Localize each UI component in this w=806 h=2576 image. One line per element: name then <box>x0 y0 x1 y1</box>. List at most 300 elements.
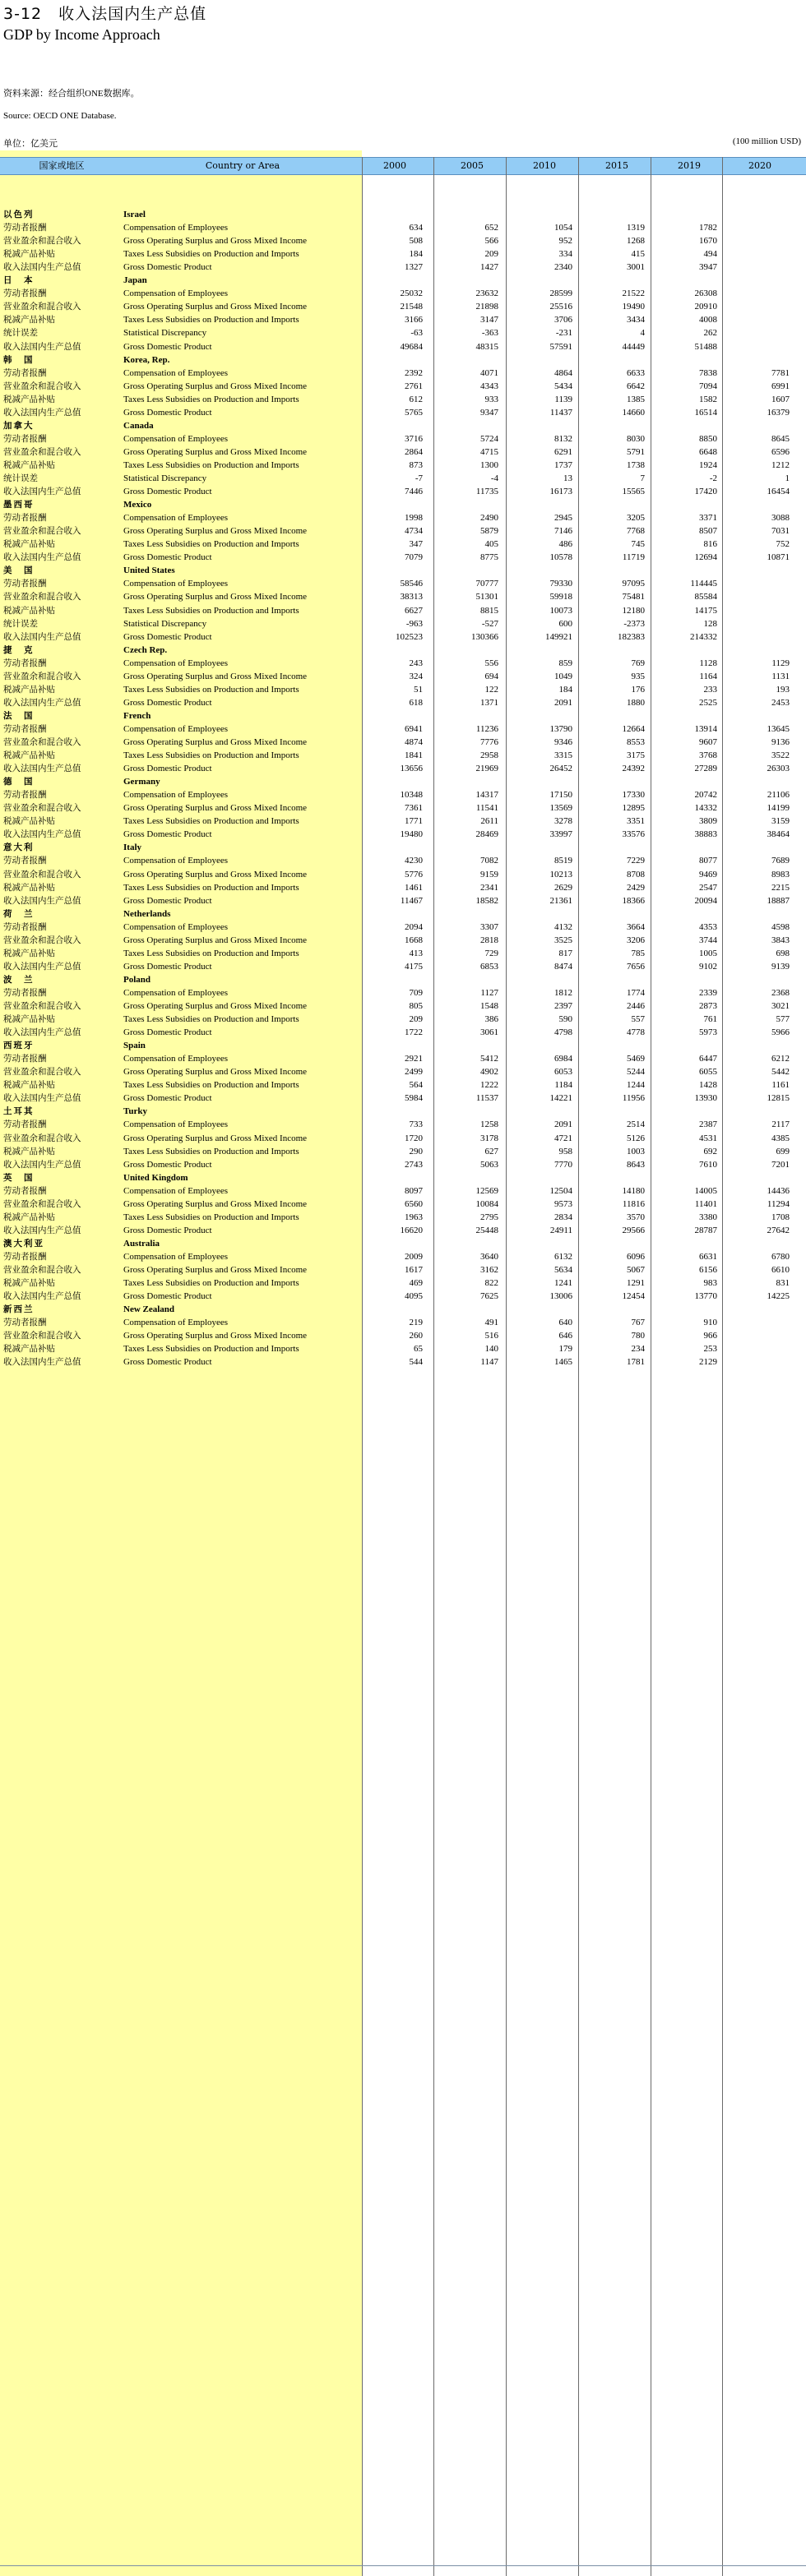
value-2015: 182383 <box>618 631 645 642</box>
value-2000: 4095 <box>405 1291 423 1302</box>
table-row <box>0 1184 806 1198</box>
row-label-en: Gross Operating Surplus and Gross Mixed Income <box>123 869 308 879</box>
value-2005: 2818 <box>480 935 498 945</box>
country-name-zh: 美 国 <box>3 566 35 576</box>
value-2000: 19480 <box>400 829 423 840</box>
value-2010: 2091 <box>554 1119 572 1130</box>
row-label-zh: 税减产品补贴 <box>3 750 55 761</box>
value-2020: 4385 <box>771 1133 790 1143</box>
value-2000: 347 <box>409 539 423 550</box>
row-label-zh: 劳动者报酬 <box>3 1119 47 1130</box>
row-label-zh: 收入法国内生产总值 <box>3 961 81 972</box>
table-row <box>0 657 806 670</box>
value-2015: 7 <box>640 473 645 483</box>
row-label-zh: 税减产品补贴 <box>3 605 55 616</box>
value-2000: 2921 <box>405 1054 423 1064</box>
value-2000: 1461 <box>405 882 423 893</box>
value-2015: 11816 <box>622 1198 645 1209</box>
country-name-zh: 日 本 <box>3 275 35 286</box>
value-2010: 486 <box>558 539 572 550</box>
value-2019: 6631 <box>699 1251 717 1262</box>
table-row <box>0 1078 806 1092</box>
value-2015: 1738 <box>627 459 645 470</box>
table-row <box>0 234 806 247</box>
value-2010: 9573 <box>554 1198 572 1209</box>
value-2010: 13006 <box>549 1291 572 1302</box>
value-2020: 13645 <box>767 723 790 734</box>
value-2010: 8519 <box>554 856 572 866</box>
country-heading-row <box>0 775 806 788</box>
value-2019: 8850 <box>699 433 717 444</box>
header-region-en: Country or Area <box>205 160 280 171</box>
value-2005: 8815 <box>480 605 498 616</box>
value-2010: 59918 <box>549 592 572 602</box>
country-heading-row <box>0 498 806 511</box>
row-label-en: Taxes Less Subsidies on Production and Imports <box>123 249 299 260</box>
country-name-en: New Zealand <box>123 1304 175 1315</box>
value-2015: 176 <box>631 684 645 695</box>
value-2020: 6596 <box>771 446 790 457</box>
value-2000: 290 <box>409 1146 423 1156</box>
row-label-en: Gross Operating Surplus and Gross Mixed Income <box>123 302 308 312</box>
table-row <box>0 1316 806 1329</box>
value-2005: 3640 <box>480 1251 498 1262</box>
table-row <box>0 801 806 815</box>
country-name-zh: 墨西哥 <box>3 500 35 510</box>
value-2010: 4132 <box>554 921 572 932</box>
table-row <box>0 617 806 630</box>
row-label-en: Taxes Less Subsidies on Production and Imports <box>123 684 299 695</box>
value-2010: 952 <box>558 236 572 247</box>
value-2000: 4734 <box>405 526 423 537</box>
table-row <box>0 683 806 696</box>
value-2015: 44449 <box>622 341 645 352</box>
value-2015: 7656 <box>627 961 645 972</box>
row-label-en: Compensation of Employees <box>123 579 229 589</box>
value-2015: 1291 <box>627 1278 645 1289</box>
value-2020: 6610 <box>771 1265 790 1275</box>
value-2020: 7201 <box>771 1159 790 1170</box>
value-2020: 3522 <box>771 750 790 761</box>
value-2020: 6212 <box>771 1054 790 1064</box>
value-2000: 7361 <box>405 803 423 814</box>
value-2005: 11537 <box>475 1093 498 1104</box>
table-row <box>0 1026 806 1039</box>
value-2019: 262 <box>703 328 717 339</box>
value-2015: 3205 <box>627 513 645 524</box>
header-year-2005: 2005 <box>461 160 484 171</box>
row-label-en: Gross Domestic Product <box>123 341 212 352</box>
table-row <box>0 551 806 564</box>
value-2019: 2129 <box>699 1357 717 1368</box>
value-2015: 4778 <box>627 1027 645 1038</box>
value-2019: 26308 <box>694 289 717 299</box>
row-label-en: Gross Operating Surplus and Gross Mixed Income <box>123 526 308 537</box>
value-2010: 26452 <box>549 764 572 774</box>
table-row <box>0 921 806 934</box>
row-label-en: Taxes Less Subsidies on Production and Imports <box>123 816 299 827</box>
table-row <box>0 749 806 762</box>
row-label-zh: 劳动者报酬 <box>3 790 47 801</box>
row-label-zh: 收入法国内生产总值 <box>3 1225 81 1235</box>
value-2020: 10871 <box>767 552 790 563</box>
row-label-zh: 收入法国内生产总值 <box>3 631 81 642</box>
table-row <box>0 445 806 459</box>
country-name-en: Mexico <box>123 500 152 510</box>
value-2015: 29566 <box>622 1225 645 1235</box>
value-2000: 544 <box>409 1357 423 1368</box>
value-2019: 4008 <box>699 315 717 325</box>
row-label-zh: 营业盈余和混合收入 <box>3 592 81 602</box>
country-heading-row <box>0 973 806 986</box>
value-2019: 6447 <box>699 1054 717 1064</box>
value-2019: 11401 <box>694 1198 717 1209</box>
country-name-en: Canada <box>123 420 154 431</box>
table-bottom-rule <box>0 2565 806 2566</box>
value-2005: 3307 <box>480 921 498 932</box>
value-2015: 8708 <box>627 869 645 879</box>
value-2015: 769 <box>631 658 645 668</box>
row-label-zh: 劳动者报酬 <box>3 921 47 932</box>
value-2000: 3716 <box>405 433 423 444</box>
value-2019: 20742 <box>694 790 717 801</box>
value-2020: 1131 <box>771 671 790 681</box>
row-label-en: Taxes Less Subsidies on Production and Imports <box>123 750 299 761</box>
value-2005: 11236 <box>475 723 498 734</box>
country-name-zh: 捷 克 <box>3 644 35 655</box>
value-2020: 21106 <box>767 790 790 801</box>
value-2020: 16454 <box>767 487 790 497</box>
value-2019: 38883 <box>694 829 717 840</box>
value-2000: 564 <box>409 1080 423 1091</box>
row-label-zh: 营业盈余和混合收入 <box>3 1331 81 1341</box>
value-2015: 2429 <box>627 882 645 893</box>
value-2020: 1708 <box>771 1212 790 1222</box>
value-2010: 149921 <box>545 631 572 642</box>
table-row <box>0 590 806 603</box>
value-2005: 933 <box>484 394 498 404</box>
table-row <box>0 300 806 313</box>
country-heading-row <box>0 907 806 921</box>
value-2019: 4531 <box>699 1133 717 1143</box>
value-2000: -63 <box>410 328 423 339</box>
unit-label-zh: 单位：亿美元 <box>3 139 58 149</box>
row-label-zh: 营业盈余和混合收入 <box>3 1067 81 1078</box>
row-label-zh: 劳动者报酬 <box>3 289 47 299</box>
table-row <box>0 406 806 419</box>
value-2000: 1327 <box>405 262 423 273</box>
row-label-zh: 劳动者报酬 <box>3 579 47 589</box>
table-row <box>0 380 806 393</box>
value-2005: 4902 <box>480 1067 498 1078</box>
row-label-zh: 营业盈余和混合收入 <box>3 671 81 681</box>
value-2015: 7229 <box>627 856 645 866</box>
value-2010: 11437 <box>549 407 572 418</box>
value-2000: 102523 <box>396 631 423 642</box>
row-label-en: Compensation of Employees <box>123 1318 229 1328</box>
value-2015: 8030 <box>627 433 645 444</box>
value-2005: 5879 <box>480 526 498 537</box>
country-name-zh: 波 兰 <box>3 974 35 985</box>
value-2015: 415 <box>631 249 645 260</box>
value-2000: 1668 <box>405 935 423 945</box>
country-heading-row <box>0 709 806 722</box>
value-2019: 3947 <box>699 262 717 273</box>
value-2010: 10578 <box>549 552 572 563</box>
value-2005: 7776 <box>480 737 498 747</box>
value-2010: 600 <box>558 618 572 629</box>
value-2020: 7781 <box>771 367 790 378</box>
value-2005: -363 <box>481 328 498 339</box>
row-label-zh: 劳动者报酬 <box>3 223 47 233</box>
value-2019: 8507 <box>699 526 717 537</box>
value-2005: 7082 <box>480 856 498 866</box>
value-2000: 1963 <box>405 1212 423 1222</box>
value-2000: 709 <box>409 987 423 998</box>
value-2015: 745 <box>631 539 645 550</box>
value-2019: 16514 <box>694 407 717 418</box>
value-2005: 21898 <box>475 302 498 312</box>
table-row <box>0 947 806 960</box>
value-2000: 6560 <box>405 1198 423 1209</box>
country-name-zh: 德 国 <box>3 777 35 787</box>
value-2005: 1147 <box>480 1357 498 1368</box>
value-2000: 2009 <box>405 1251 423 1262</box>
value-2005: 405 <box>484 539 498 550</box>
value-2019: 3380 <box>699 1212 717 1222</box>
row-label-zh: 收入法国内生产总值 <box>3 697 81 708</box>
row-label-en: Statistical Discrepancy <box>123 618 207 629</box>
value-2000: 805 <box>409 1001 423 1011</box>
value-2015: 767 <box>631 1318 645 1328</box>
value-2010: 9346 <box>554 737 572 747</box>
value-2000: 2499 <box>405 1067 423 1078</box>
value-2019: 983 <box>703 1278 717 1289</box>
row-label-zh: 税减产品补贴 <box>3 948 55 958</box>
value-2020: 3021 <box>771 1001 790 1011</box>
value-2010: 14221 <box>549 1093 572 1104</box>
value-2000: 10348 <box>400 790 423 801</box>
value-2019: 2387 <box>699 1119 717 1130</box>
row-label-en: Compensation of Employees <box>123 513 229 524</box>
value-2000: 6627 <box>405 605 423 616</box>
value-2020: 699 <box>776 1146 790 1156</box>
value-2005: 9159 <box>480 869 498 879</box>
value-2000: -7 <box>415 473 423 483</box>
table-row <box>0 854 806 867</box>
value-2015: 5469 <box>627 1054 645 1064</box>
value-2000: 1720 <box>405 1133 423 1143</box>
value-2005: 3178 <box>480 1133 498 1143</box>
value-2019: 6055 <box>699 1067 717 1078</box>
table-row <box>0 221 806 234</box>
row-label-en: Compensation of Employees <box>123 433 229 444</box>
value-2005: 4715 <box>480 446 498 457</box>
value-2010: 334 <box>558 249 572 260</box>
value-2010: 28599 <box>549 289 572 299</box>
country-name-en: Korea, Rep. <box>123 354 170 365</box>
row-label-zh: 收入法国内生产总值 <box>3 1093 81 1104</box>
value-2000: 469 <box>409 1278 423 1289</box>
row-label-zh: 劳动者报酬 <box>3 987 47 998</box>
value-2015: 1781 <box>627 1357 645 1368</box>
table-row <box>0 1158 806 1171</box>
row-label-zh: 营业盈余和混合收入 <box>3 803 81 814</box>
value-2019: 1782 <box>699 223 717 233</box>
row-label-zh: 税减产品补贴 <box>3 315 55 325</box>
row-label-en: Taxes Less Subsidies on Production and Imports <box>123 1080 299 1091</box>
value-2020: 577 <box>776 1014 790 1025</box>
header-year-2015: 2015 <box>605 160 628 171</box>
row-label-zh: 劳动者报酬 <box>3 723 47 734</box>
row-label-zh: 劳动者报酬 <box>3 513 47 524</box>
value-2019: 6648 <box>699 446 717 457</box>
table-title-en: GDP by Income Approach <box>3 26 160 43</box>
row-label-en: Compensation of Employees <box>123 723 229 734</box>
value-2019: 27289 <box>694 764 717 774</box>
value-2005: 140 <box>484 1344 498 1355</box>
value-2005: 1300 <box>480 459 498 470</box>
value-2020: 1 <box>785 473 790 483</box>
value-2019: 2525 <box>699 697 717 708</box>
value-2019: 114445 <box>690 579 717 589</box>
value-2005: 566 <box>484 236 498 247</box>
row-label-zh: 收入法国内生产总值 <box>3 552 81 563</box>
value-2010: 4864 <box>554 367 572 378</box>
table-number-title: 3-12 收入法国内生产总值 <box>3 5 207 23</box>
table-row <box>0 815 806 828</box>
value-2010: 3706 <box>554 315 572 325</box>
row-label-en: Gross Domestic Product <box>123 1357 212 1368</box>
row-label-en: Taxes Less Subsidies on Production and Imports <box>123 605 299 616</box>
value-2020: 6780 <box>771 1251 790 1262</box>
value-2019: 9607 <box>699 737 717 747</box>
value-2010: 12504 <box>549 1185 572 1196</box>
value-2000: 5984 <box>405 1093 423 1104</box>
value-2000: 13656 <box>400 764 423 774</box>
value-2015: 3175 <box>627 750 645 761</box>
row-label-zh: 营业盈余和混合收入 <box>3 236 81 247</box>
value-2005: 556 <box>484 658 498 668</box>
row-label-en: Gross Operating Surplus and Gross Mixed Income <box>123 803 308 814</box>
value-2020: 3843 <box>771 935 790 945</box>
value-2005: 14317 <box>475 790 498 801</box>
table-row <box>0 1198 806 1211</box>
value-2010: 6053 <box>554 1067 572 1078</box>
row-label-zh: 营业盈余和混合收入 <box>3 1265 81 1275</box>
value-2015: 1319 <box>627 223 645 233</box>
value-2019: 85584 <box>694 592 717 602</box>
country-heading-row <box>0 1105 806 1118</box>
country-heading-row <box>0 208 806 221</box>
row-label-en: Taxes Less Subsidies on Production and Imports <box>123 539 299 550</box>
value-2005: 18582 <box>475 895 498 906</box>
value-2005: 130366 <box>471 631 498 642</box>
value-2019: 7610 <box>699 1159 717 1170</box>
value-2005: 5724 <box>480 433 498 444</box>
table-row <box>0 1092 806 1105</box>
value-2005: 491 <box>484 1318 498 1328</box>
value-2000: 873 <box>409 459 423 470</box>
header-year-2019: 2019 <box>678 160 701 171</box>
value-2020: 4598 <box>771 921 790 932</box>
value-2020: 2215 <box>771 882 790 893</box>
value-2000: 49684 <box>400 341 423 352</box>
value-2005: 2611 <box>480 816 498 827</box>
table-row <box>0 934 806 947</box>
value-2005: 2341 <box>480 882 498 893</box>
row-label-zh: 税减产品补贴 <box>3 394 55 404</box>
row-label-zh: 营业盈余和混合收入 <box>3 1133 81 1143</box>
row-label-en: Gross Domestic Product <box>123 829 212 840</box>
table-row <box>0 459 806 472</box>
country-heading-row <box>0 274 806 287</box>
country-name-en: Germany <box>123 777 160 787</box>
row-label-en: Taxes Less Subsidies on Production and Imports <box>123 394 299 404</box>
value-2015: 15565 <box>622 487 645 497</box>
value-2000: 612 <box>409 394 423 404</box>
value-2010: 57591 <box>549 341 572 352</box>
value-2005: 1127 <box>480 987 498 998</box>
row-label-zh: 收入法国内生产总值 <box>3 1291 81 1302</box>
value-2010: 7770 <box>554 1159 572 1170</box>
value-2019: 7094 <box>699 381 717 391</box>
value-2020: 3159 <box>771 816 790 827</box>
row-label-en: Statistical Discrepancy <box>123 473 207 483</box>
unit-label-en: (100 million USD) <box>732 136 801 146</box>
row-label-zh: 收入法国内生产总值 <box>3 262 81 273</box>
value-2020: 8983 <box>771 869 790 879</box>
table-row <box>0 524 806 538</box>
value-2010: 817 <box>558 948 572 958</box>
value-2010: 1465 <box>554 1357 572 1368</box>
table-row <box>0 696 806 709</box>
row-label-zh: 收入法国内生产总值 <box>3 764 81 774</box>
value-2010: 184 <box>558 684 572 695</box>
table-row <box>0 538 806 551</box>
value-2000: 6941 <box>405 723 423 734</box>
value-2005: 627 <box>484 1146 498 1156</box>
value-2015: 1385 <box>627 394 645 404</box>
country-name-zh: 韩 国 <box>3 354 35 365</box>
value-2010: 1241 <box>554 1278 572 1289</box>
value-2015: 19490 <box>622 302 645 312</box>
value-2019: 51488 <box>694 341 717 352</box>
value-2019: 233 <box>703 684 717 695</box>
row-label-en: Compensation of Employees <box>123 1054 229 1064</box>
row-label-zh: 税减产品补贴 <box>3 459 55 470</box>
value-2020: 1129 <box>771 658 790 668</box>
value-2005: 1371 <box>480 697 498 708</box>
value-2010: 33997 <box>549 829 572 840</box>
value-2015: 75481 <box>622 592 645 602</box>
row-label-en: Taxes Less Subsidies on Production and Imports <box>123 1014 299 1025</box>
value-2019: 214332 <box>690 631 717 642</box>
row-label-en: Gross Domestic Product <box>123 407 212 418</box>
value-2019: 692 <box>703 1146 717 1156</box>
value-2015: 3434 <box>627 315 645 325</box>
row-label-zh: 统计误差 <box>3 328 38 339</box>
value-2010: 21361 <box>549 895 572 906</box>
row-label-zh: 收入法国内生产总值 <box>3 407 81 418</box>
table-row <box>0 1132 806 1145</box>
value-2019: 1582 <box>699 394 717 404</box>
value-2005: 209 <box>484 249 498 260</box>
value-2005: 70777 <box>475 579 498 589</box>
value-2005: 1427 <box>480 262 498 273</box>
value-2019: 8077 <box>699 856 717 866</box>
value-2005: 7625 <box>480 1291 498 1302</box>
